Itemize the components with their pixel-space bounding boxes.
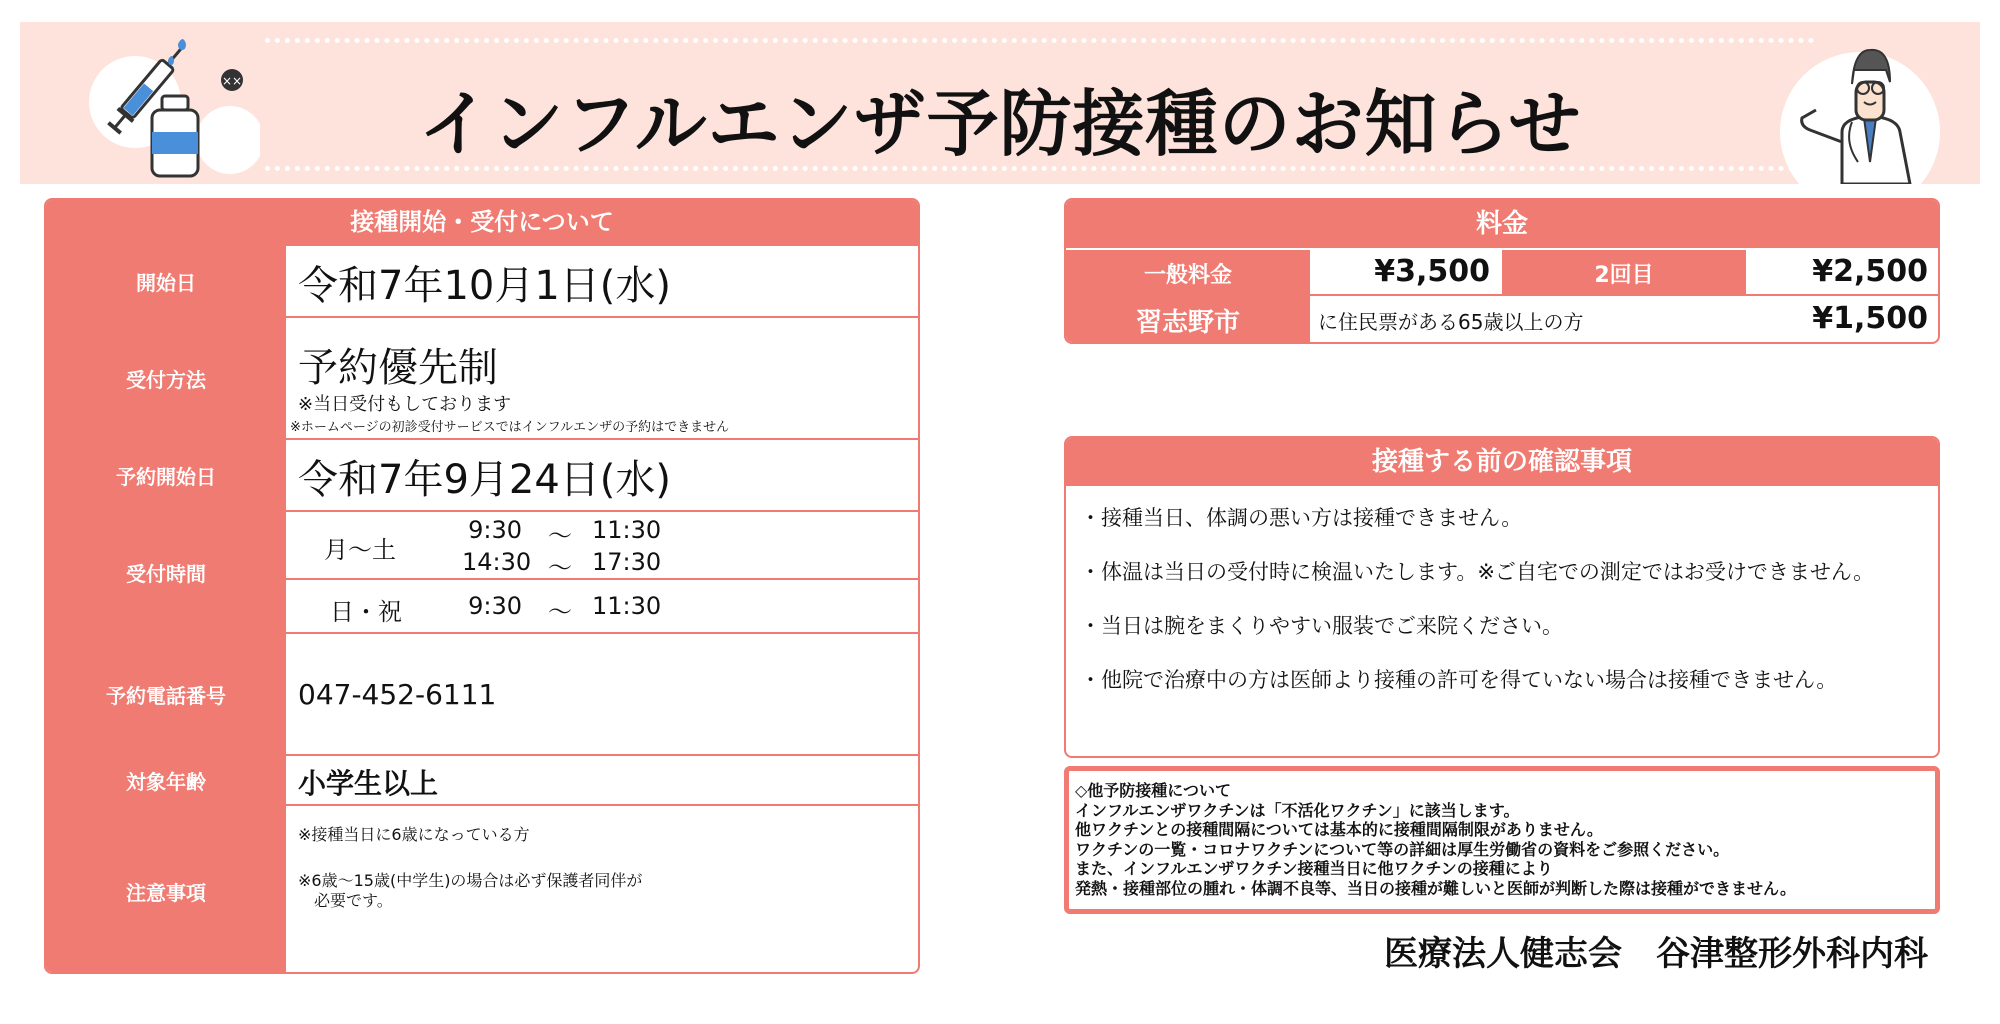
city-fee-desc: に住民票がある65歳以上の方	[1318, 310, 1584, 334]
note-line: 発熱・接種部位の腫れ・体調不良等、当日の接種が難しいと医師が判断した際は接種ができません。	[1075, 878, 1796, 898]
caution-label: 注意事項	[46, 806, 286, 974]
fees-heading: 料金	[1066, 200, 1938, 248]
note-line: 他ワクチンとの接種間隔については基本的に接種間隔制限がありません。	[1075, 820, 1603, 839]
note-line: インフルエンザワクチンは「不活化ワクチン」に該当します。	[1075, 800, 1520, 820]
fees-row-city	[1066, 294, 1938, 344]
age-value: 小学生以上	[298, 767, 439, 800]
weekday-label: 月～土	[324, 536, 396, 564]
phone-label: 予約電話番号	[46, 634, 286, 754]
start-date-label: 開始日	[46, 246, 286, 316]
start-date-value: 令和7年10月1日(水)	[298, 263, 672, 309]
doctor-illustration	[1770, 22, 1970, 184]
fees-panel	[1064, 198, 1940, 344]
booking-start-value: 令和7年9月24日(水)	[298, 457, 672, 503]
reception-note-2: ※ホームページの初診受付サービスではインフルエンザの予約はできません	[290, 420, 730, 435]
holiday-to: 11:30	[592, 592, 662, 620]
caution-line-2: ※6歳～15歳(中学生)の場合は必ず保護者同伴が	[298, 871, 643, 890]
checks-heading: 接種する前の確認事項	[1066, 438, 1938, 486]
page-title: インフルエンザ予防接種のお知らせ	[418, 82, 1582, 166]
reception-method-value: 予約優先制	[298, 345, 498, 391]
check-item: ・体温は当日の受付時に検温いたします。※ご自宅での測定ではお受けできません。	[1080, 560, 1875, 584]
phone-value: 047-452-6111	[298, 678, 497, 711]
weekday-am-from: 9:30	[468, 516, 522, 544]
fees-row-general	[1066, 248, 1938, 296]
row-caution	[46, 804, 918, 974]
check-item: ・当日は腕をまくりやすい服装でご来院ください。	[1080, 614, 1563, 638]
row-age	[46, 754, 918, 804]
holiday-from: 9:30	[468, 592, 522, 620]
second-fee-label: 2回目	[1502, 250, 1746, 296]
holiday-label: 日・祝	[330, 598, 402, 626]
weekday-pm-sep: ～	[548, 554, 572, 582]
dotted-line-top	[265, 38, 1815, 43]
checks-panel	[1064, 436, 1940, 758]
hours-weekday	[286, 512, 918, 580]
age-label: 対象年齢	[46, 756, 286, 804]
check-item: ・接種当日、体調の悪い方は接種できません。	[1080, 506, 1523, 530]
booking-start-label: 予約開始日	[46, 440, 286, 510]
city-fee-price: ¥1,500	[1812, 301, 1928, 336]
second-fee-price: ¥2,500	[1812, 254, 1928, 289]
check-item: ・他院で治療中の方は医師より接種の許可を得ていない場合は接種できません。	[1080, 668, 1838, 692]
note-line: ◇他予防接種について	[1075, 781, 1231, 800]
reception-heading: 接種開始・受付について	[46, 200, 918, 244]
reception-method-label: 受付方法	[46, 318, 286, 438]
other-vaccines-box	[1064, 766, 1940, 914]
svg-text:××: ××	[221, 74, 243, 88]
weekday-pm-to: 17:30	[592, 548, 662, 576]
city-fee-label: 習志野市	[1066, 296, 1310, 344]
holiday-sep: ～	[548, 598, 572, 626]
row-start-date	[46, 244, 918, 316]
row-phone	[46, 632, 918, 754]
reception-note-1: ※当日受付もしております	[298, 394, 512, 415]
general-fee-price: ¥3,500	[1374, 254, 1490, 289]
general-fee-label: 一般料金	[1066, 250, 1310, 296]
note-line: また、インフルエンザワクチン接種当日に他ワクチンの接種により	[1075, 859, 1553, 878]
header-banner	[20, 22, 1980, 184]
row-reception-method	[46, 316, 918, 438]
row-booking-start	[46, 438, 918, 510]
caution-line-3: 必要です。	[314, 891, 393, 910]
hours-holiday	[286, 580, 918, 634]
hours-label: 受付時間	[46, 512, 286, 632]
clinic-name: 医療法人健志会 谷津整形外科内科	[1384, 934, 1928, 974]
row-hours	[46, 510, 918, 632]
weekday-am-sep: ～	[548, 522, 572, 550]
weekday-pm-from: 14:30	[462, 548, 532, 576]
weekday-am-to: 11:30	[592, 516, 662, 544]
reception-panel	[44, 198, 920, 974]
caution-line-1: ※接種当日に6歳になっている方	[298, 825, 530, 844]
note-line: ワクチンの一覧・コロナワクチンについて等の詳細は厚生労働省の資料をご参照ください。	[1075, 839, 1730, 859]
